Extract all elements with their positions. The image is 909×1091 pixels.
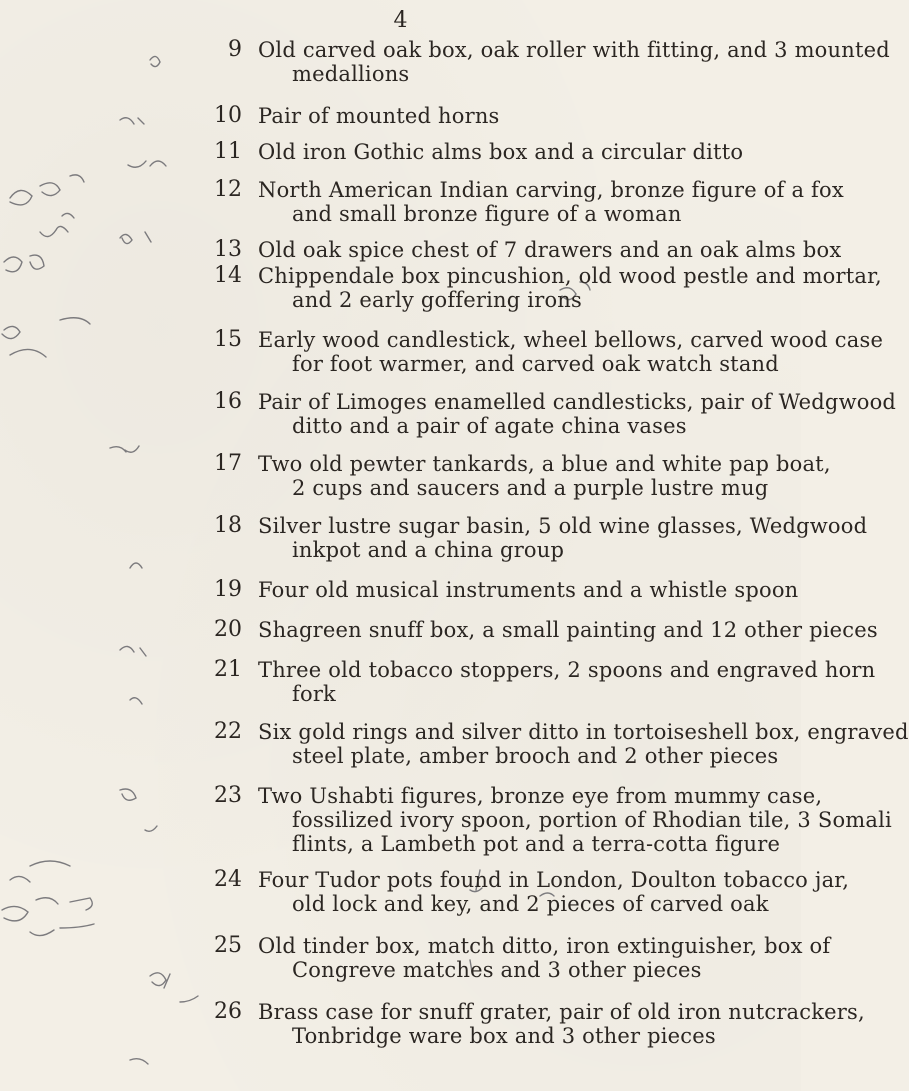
lot-line: steel plate, amber brooch and 2 other pieces [292,744,779,768]
lot-description [258,578,799,602]
lot-description [258,618,878,642]
lot-description [258,658,876,706]
lot-line: Tonbridge ware box and 3 other pieces [292,1024,716,1048]
lot-number: 11 [214,139,242,164]
lot-number: 17 [214,451,242,476]
lot-description [258,328,884,376]
lot-number: 13 [214,237,242,262]
lot-description [258,868,850,916]
lot-line: Pair of Limoges enamelled candlesticks, pair of Wedgwood [258,390,897,414]
lot-line: Two old pewter tankards, a blue and white pap boat, [258,452,831,476]
lot-description [258,140,788,164]
lot-number: 18 [214,513,242,538]
lot-number: 25 [214,933,242,958]
lot-line: 2 cups and saucers and a purple lustre mug [292,476,769,500]
lot-description [258,390,897,438]
lot-line: Silver lustre sugar basin, 5 old wine glasses, Wedgwood [258,514,868,538]
page-number: 4 [393,8,408,33]
lot-line: Chippendale box pincushion, old wood pestle and mortar, [258,264,882,288]
lot-number: 14 [214,263,242,288]
lot-number: 15 [214,327,242,352]
lot-line: Old carved oak box, oak roller with fitting, and 3 mounted [258,38,890,62]
lot-number: 12 [214,177,242,202]
lot-line: fossilized ivory spoon, portion of Rhodian tile, 3 Somali [292,808,892,832]
lot-line: Shagreen snuff box, a small painting and 12 other pieces [258,618,878,642]
lot-number: 19 [214,577,242,602]
lot-line: Six gold rings and silver ditto in tortoiseshell box, engraved [258,720,909,744]
lot-description [258,784,892,856]
lot-number: 20 [214,617,242,642]
lot-line: for foot warmer, and carved oak watch stand [292,352,779,376]
lot-description [258,934,831,982]
lot-description [258,104,788,128]
lot-number: 26 [214,999,242,1024]
lot-description [258,514,868,562]
lot-number: 16 [214,389,242,414]
lot-line: Pair of mounted horns [258,104,500,128]
lot-line: Three old tobacco stoppers, 2 spoons and engraved horn [258,658,876,682]
lot-line: old lock and key, and 2 pieces of carved oak [292,892,769,916]
lot-line: ditto and a pair of agate china vases [292,414,687,438]
lot-line: Congreve matches and 3 other pieces [292,958,702,982]
lot-line: Four old musical instruments and a whistle spoon [258,578,799,602]
lot-line: Old iron Gothic alms box and a circular ditto [258,140,744,164]
lot-line: North American Indian carving, bronze figure of a fox [258,178,844,202]
lot-line: flints, a Lambeth pot and a terra-cotta figure [292,832,781,856]
lot-number: 23 [214,783,242,808]
lot-number: 22 [214,719,242,744]
lot-number: 21 [214,657,242,682]
lot-description [258,238,842,262]
lot-line: Brass case for snuff grater, pair of old iron nutcrackers, [258,1000,865,1024]
lot-description [258,264,882,312]
lot-number: 9 [228,37,242,62]
lot-description [258,38,890,86]
lot-line: Two Ushabti figures, bronze eye from mummy case, [258,784,823,808]
lot-line: Old oak spice chest of 7 drawers and an oak alms box [258,238,842,262]
lot-line: inkpot and a china group [292,538,565,562]
lot-description [258,720,909,768]
lot-description [258,452,831,500]
lot-line: medallions [292,62,410,86]
lot-description [258,1000,865,1048]
lot-line: Early wood candlestick, wheel bellows, carved wood case [258,328,884,352]
lot-line: and small bronze figure of a woman [292,202,682,226]
lot-number: 10 [214,103,242,128]
lot-line: fork [292,682,336,706]
lot-line: Four Tudor pots found in London, Doulton tobacco jar, [258,868,850,892]
lot-description [258,178,844,226]
lot-number: 24 [214,867,242,892]
lot-line: and 2 early goffering irons [292,288,582,312]
lot-line: Old tinder box, match ditto, iron extinguisher, box of [258,934,831,958]
